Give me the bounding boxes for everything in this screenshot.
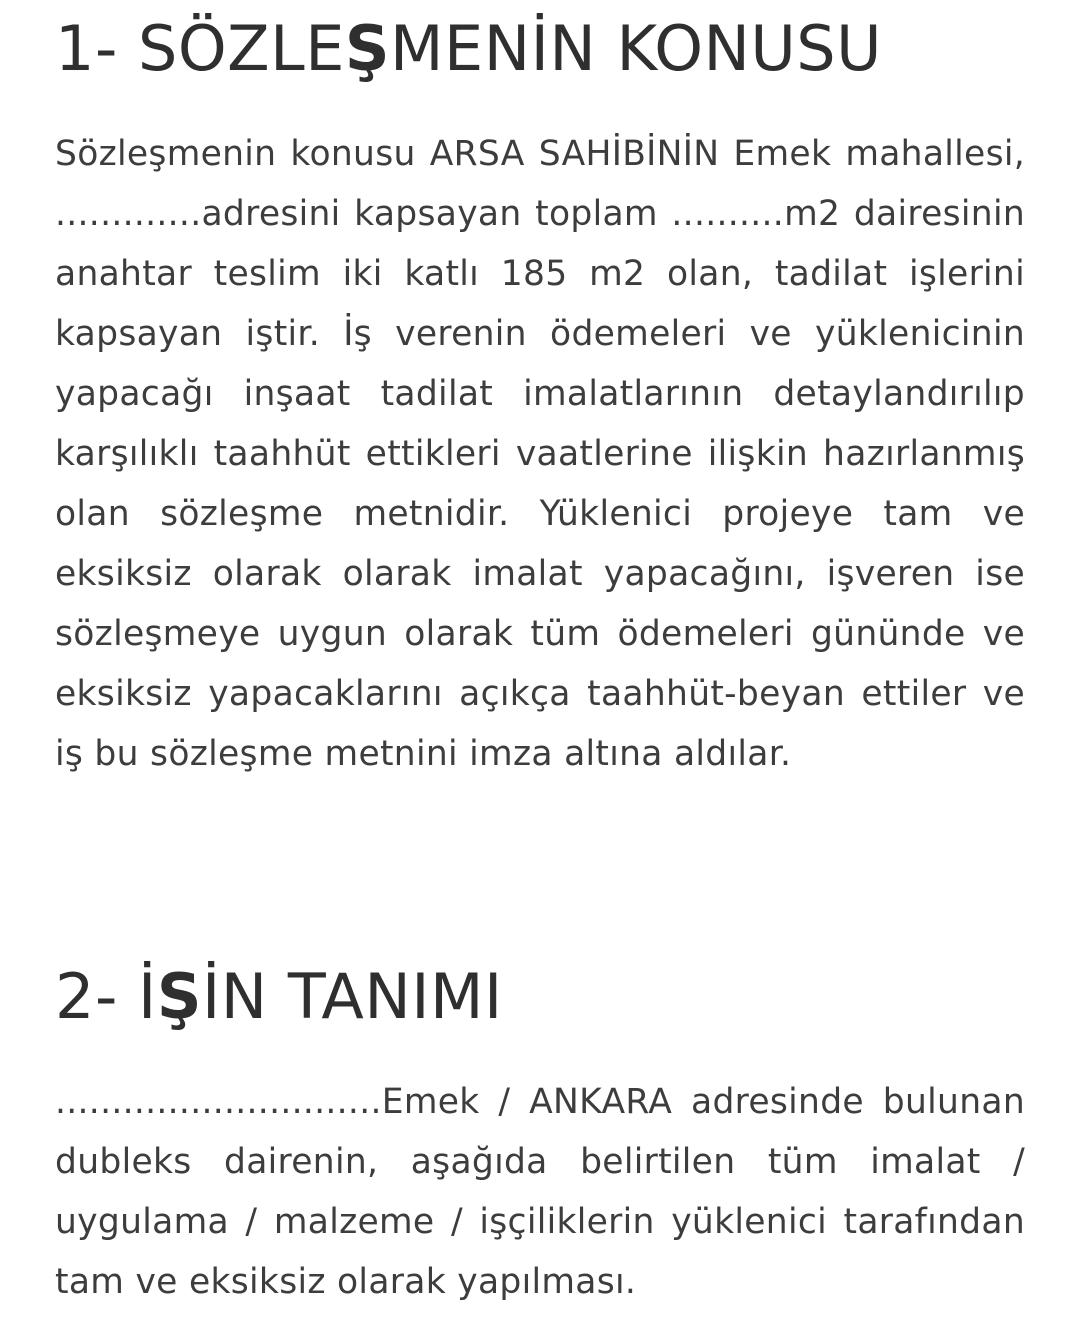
section-1-title-prefix: 1- SÖZLE — [55, 12, 345, 85]
section-1-title — [55, 14, 882, 84]
section-2-title-bold: Ş — [156, 960, 202, 1033]
section-1-title-suffix: MENİN KONUSU — [390, 12, 883, 85]
section-1-paragraph: Sözleşmenin konusu ARSA SAHİBİNİN Emek mahallesi, .............adresini kapsayan toplam ..........m2 dairesinin anahtar teslim iki katlı 185 m2 olan, tadilat işlerini kapsayan iştir. İş verenin ödemeleri ve yüklenicinin yapacağı inşaat tadilat imalatlarının detaylandırılıp karşılıklı taahhüt ettikleri vaatlerine ilişkin hazırlanmış olan sözleşme metnidir. Yüklenici projeye tam ve eksiksiz olarak olarak imalat yapacağını, işveren ise sözleşmeye uygun olarak tüm ödemeleri gününde ve eksiksiz yapacaklarını açıkça taahhüt-beyan ettiler ve iş bu sözleşme metnini imza altına aldılar. — [55, 134, 1025, 774]
section-2-title — [55, 962, 503, 1032]
section-2-paragraph: .............................Emek / ANKARA adresinde bulunan dubleks dairenin, aşağıda belirtilen tüm imalat / uygulama / malzeme / işçiliklerin yüklenici tarafından tam ve eksiksiz olarak yapılması. — [55, 1082, 1025, 1302]
section-2-title-prefix: 2- İ — [55, 960, 157, 1033]
section-1-title-bold: Ş — [344, 12, 391, 85]
section-2-title-suffix: İN TANIMI — [201, 960, 503, 1033]
